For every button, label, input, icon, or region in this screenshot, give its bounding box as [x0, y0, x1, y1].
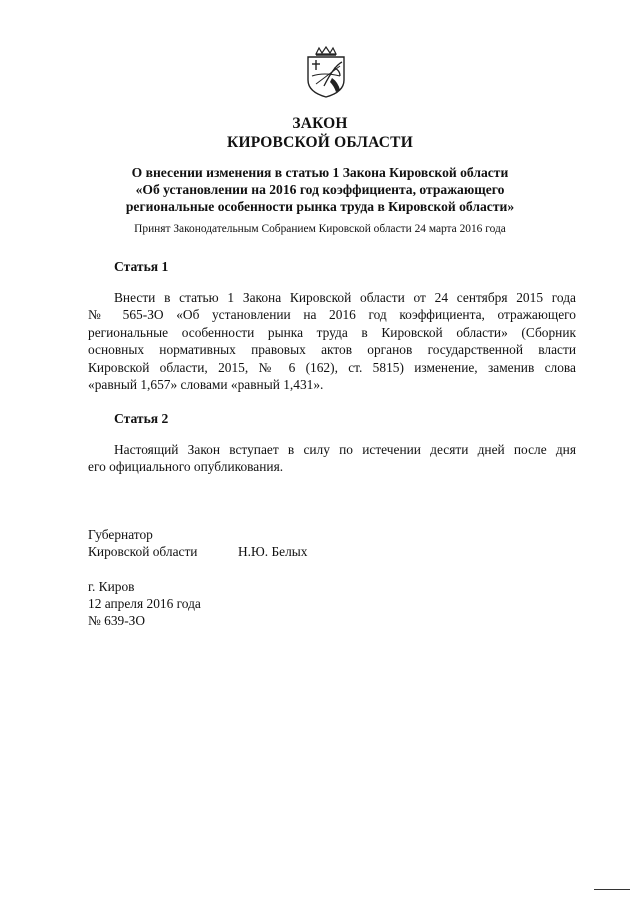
text-line: Кировской области, 2015, № 6 (162), ст. 5815) изменение, заменив слова	[88, 359, 576, 375]
text-line: Настоящий Закон вступает в силу по истечении десяти дней после дня	[114, 442, 576, 457]
signing-date: 12 апреля 2016 года	[88, 596, 201, 611]
article-1-text	[88, 289, 576, 393]
footer-divider	[594, 889, 630, 890]
subtitle-line: региональные особенности рынка труда в Кировской области»	[125, 199, 515, 214]
signatory-name: Н.Ю. Белых	[238, 544, 308, 559]
signing-city: г. Киров	[88, 579, 135, 594]
adoption-note: Принят Законодательным Собранием Кировской области 24 марта 2016 года	[134, 223, 506, 235]
law-number: № 639-ЗО	[88, 613, 146, 628]
law-subtitle	[0, 164, 640, 215]
subtitle-line: «Об установлении на 2016 год коэффициента, отражающего	[135, 182, 505, 197]
text-line: его официального опубликования.	[88, 459, 284, 475]
subtitle-line: О внесении изменения в статью 1 Закона Кировской области	[131, 165, 509, 180]
text-line: «равный 1,657» словами «равный 1,431».	[88, 377, 324, 393]
article-2-heading: Статья 2	[114, 411, 169, 426]
article-1-heading: Статья 1	[114, 259, 169, 274]
text-line: № 565-ЗО «Об установлении на 2016 год коэффициента, отражающего	[88, 307, 576, 323]
text-line: региональные особенности рынка труда в Кировской области» (Сборник	[88, 324, 576, 340]
signatory-region: Кировской области	[88, 544, 198, 559]
text-line: Внести в статью 1 Закона Кировской области от 24 сентября 2015 года	[114, 290, 576, 305]
text-line: основных нормативных правовых актов органов государственной власти	[88, 342, 576, 358]
region-title: КИРОВСКОЙ ОБЛАСТИ	[227, 134, 413, 151]
kirov-coat-of-arms-icon	[302, 46, 350, 98]
signatory-position: Губернатор	[88, 527, 153, 542]
document-type-title: ЗАКОН	[292, 115, 348, 132]
article-2-text	[88, 441, 576, 476]
